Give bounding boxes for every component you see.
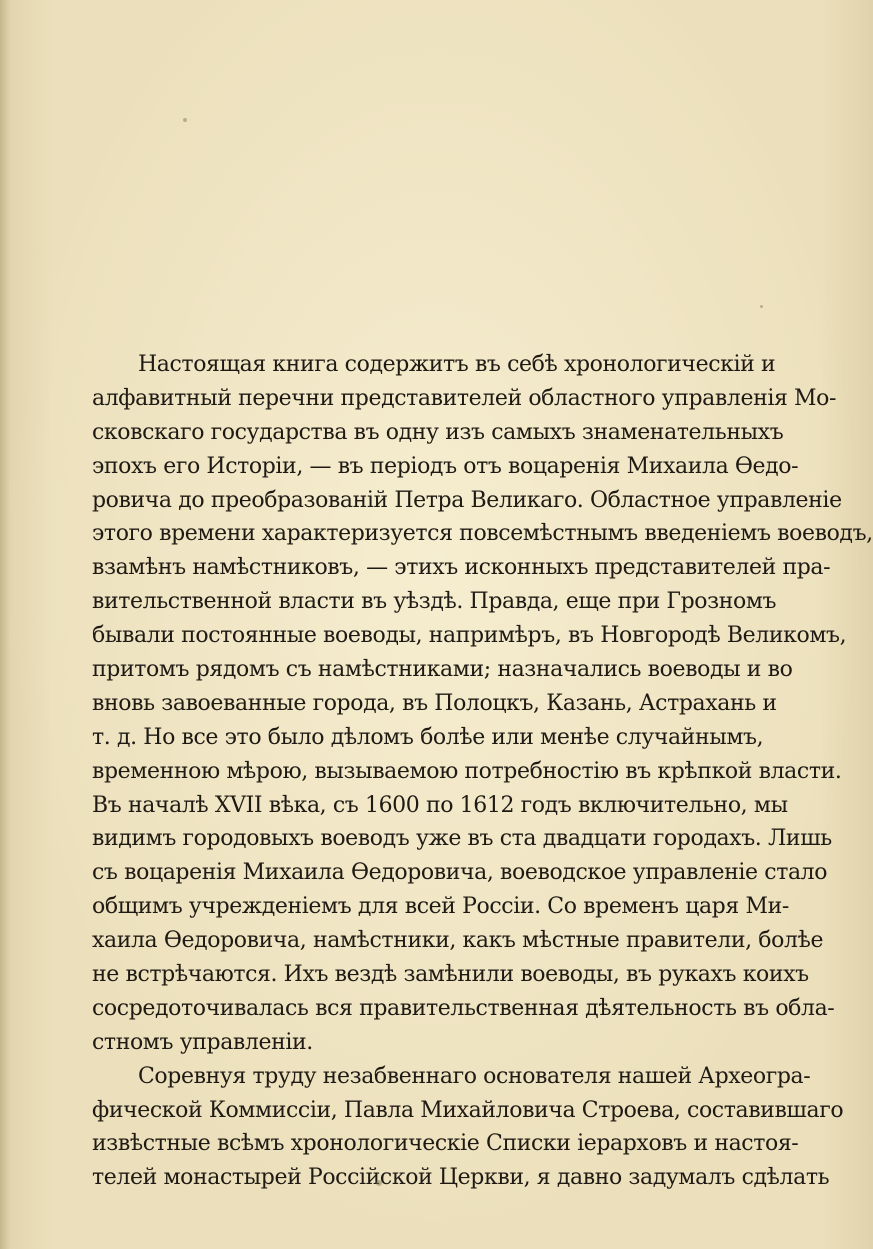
text-line: не встрѣчаются. Ихъ вездѣ замѣнили воеводы, въ рукахъ коихъ [92,962,809,988]
text-line: алфавитный перечни представителей областного управленія Мо- [92,385,837,411]
text-line: сковскаго государства въ одну изъ самыхъ знаменательныхъ [92,419,784,445]
text-line: этого времени характеризуется повсемѣстнымъ введеніемъ воеводъ, [92,521,873,547]
text-line: вновь завоеванные города, въ Полоцкъ, Казань, Астрахань и [92,690,777,716]
body-text [92,348,873,1195]
paper-speck [376,1180,382,1186]
text-line: бывали постоянные воеводы, напримѣръ, въ Новгородѣ Великомъ, [92,623,847,649]
text-line: эпохъ его Исторіи, — въ періодъ отъ воцаренія Михаила Ѳедо- [92,453,799,479]
text-line: телей монастырей Россійской Церкви, я давно задумалъ сдѣлать [92,1165,830,1191]
paragraph-2 [92,1060,844,1196]
text-line: притомъ рядомъ съ намѣстниками; назначались воеводы и во [92,657,793,683]
text-line: Настоящая книга содержитъ въ себѣ хронологическій и [138,352,776,377]
text-line: фической Коммиссіи, Павла Михайловича Строева, составившаго [92,1097,844,1123]
text-line: сосредоточивалась вся правительственная дѣятельность въ обла- [92,995,835,1021]
text-line: т. д. Но все это было дѣломъ болѣе или менѣе случайнымъ, [92,724,764,750]
text-line: Въ началѣ XVII вѣка, съ 1600 по 1612 годъ включительно, мы [92,792,788,818]
text-line: извѣстные всѣмъ хронологическіе Списки іерарховъ и настоя- [92,1131,799,1157]
text-line: Соревнуя труду незабвеннаго основателя нашей Археогра- [138,1063,811,1089]
text-line: временною мѣрою, вызываемою потребностію въ крѣпкой власти. [92,758,842,784]
text-line: вительственной власти въ уѣздѣ. Правда, еще при Грозномъ [92,589,777,615]
text-line: ровича до преобразованій Петра Великаго. Областное управленіе [92,487,842,513]
text-line: стномъ управленіи. [92,1029,313,1055]
text-line: взамѣнъ намѣстниковъ, — этихъ исконныхъ представителей пра- [92,555,831,581]
text-line: видимъ городовыхъ воеводъ уже въ ста двадцати городахъ. Лишь [92,826,832,852]
paper-speck [760,305,763,308]
paper-speck [183,118,187,122]
text-line: хаила Ѳедоровича, намѣстники, какъ мѣстные правители, болѣе [92,928,824,954]
text-line: общимъ учрежденіемъ для всей Россіи. Со временъ царя Ми- [92,894,789,920]
text-line: съ воцаренія Михаила Ѳедоровича, воеводское управленіе стало [92,860,828,886]
paragraph-1 [92,348,873,1060]
page-edge-shadow [0,0,10,1249]
